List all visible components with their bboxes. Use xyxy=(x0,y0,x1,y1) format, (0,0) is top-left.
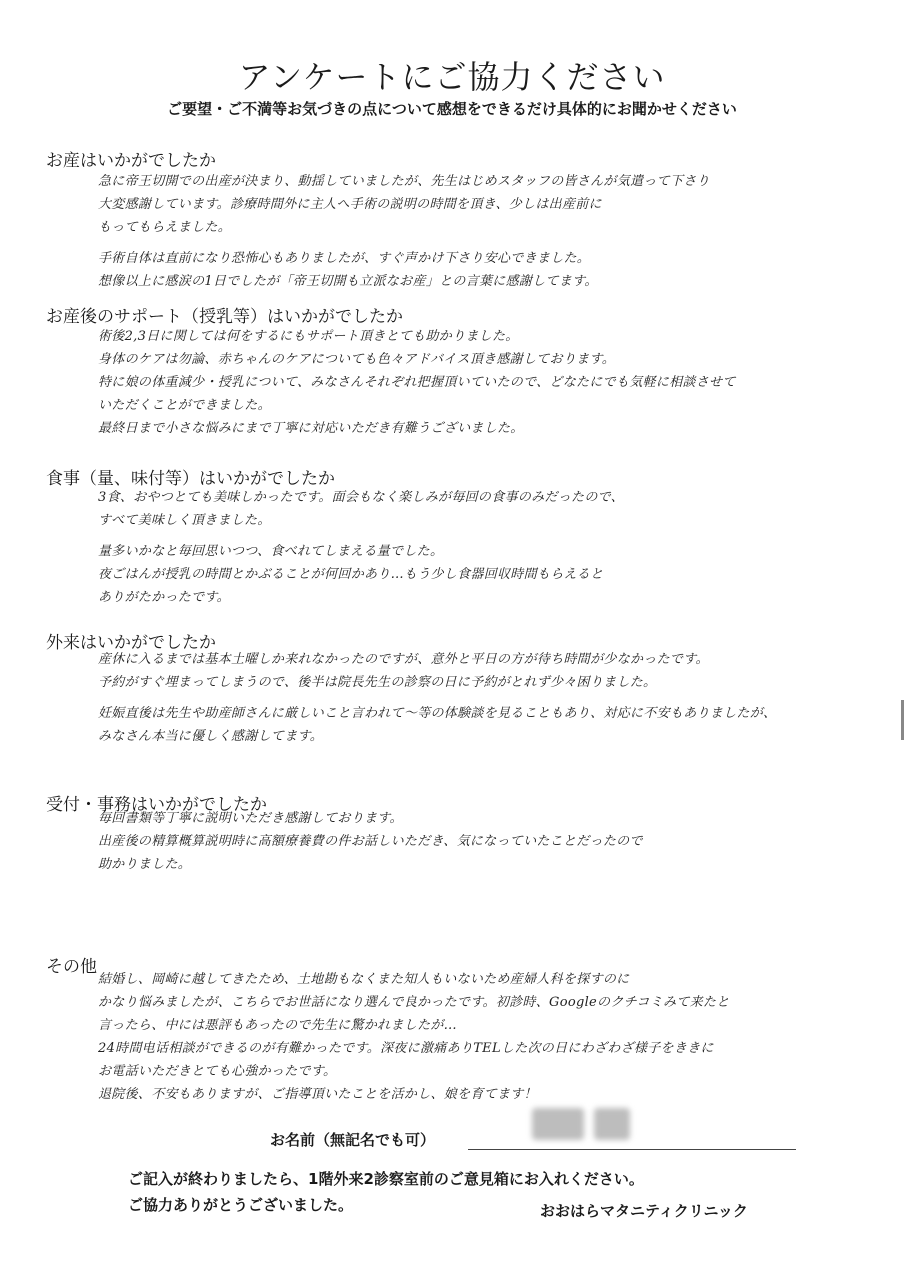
answer-line: 出産後の精算概算説明時に高額療養費の件お話しいただき、気になっていたことだったので xyxy=(98,834,643,849)
answer-line: ありがたかったです。 xyxy=(98,590,230,605)
submission-instruction: ご記入が終わりましたら、1階外来2診察室前のご意見箱にお入れください。 xyxy=(128,1170,644,1188)
redacted-name xyxy=(594,1108,630,1140)
answer-line: 予約がすぐ埋まってしまうので、後半は院長先生の診察の日に予約がとれず少々困りました。 xyxy=(98,675,657,690)
answer-line: 3食、おやつとても美味しかったです。面会もなく楽しみが毎回の食事のみだったので、 xyxy=(98,490,624,505)
answer-line: 妊娠直後は先生や助産師さんに厳しいこと言われて～等の体験談を見ることもあり、対応に不安もありましたが、 xyxy=(98,706,777,721)
answer-outpatient xyxy=(98,648,878,748)
answer-line: 結婚し、岡崎に越してきたため、土地勘もなくまた知人もいないため産婦人科を探すのに xyxy=(98,972,630,987)
page-subtitle: ご要望・ご不満等お気づきの点について感想をできるだけ具体的にお聞かせください xyxy=(167,100,737,118)
name-field-line xyxy=(468,1149,796,1150)
answer-line: 身体のケアは勿論、赤ちゃんのケアについても色々アドバイス頂き感謝しております。 xyxy=(98,352,616,367)
name-field-label: お名前（無記名でも可） xyxy=(270,1131,436,1149)
answer-line: すべて美味しく頂きました。 xyxy=(98,513,271,528)
answer-other xyxy=(98,968,878,1106)
answer-line: 量多いかなと毎回思いつつ、食べれてしまえる量でした。 xyxy=(98,544,444,559)
answer-line: 産休に入るまでは基本土曜しか来れなかったのですが、意外と平日の方が待ち時間が少なかったです。 xyxy=(98,652,709,667)
answer-postpartum-support xyxy=(98,325,878,440)
question-other: その他 xyxy=(46,957,97,977)
answer-line: 退院後、不安もありますが、ご指導頂いたことを活かし、娘を育てます！ xyxy=(98,1087,537,1102)
question-reception: 受付・事務はいかがでしたか xyxy=(46,795,267,815)
answer-line: 急に帝王切開での出産が決まり、動揺していましたが、先生はじめスタッフの皆さんが気遣って下さり xyxy=(98,174,710,189)
answer-line: お電話いただきとても心強かったです。 xyxy=(98,1064,337,1079)
answer-line: 言ったら、中には悪評もあったので先生に驚かれましたが… xyxy=(98,1018,457,1033)
answer-line: いただくことができました。 xyxy=(98,398,271,413)
question-meals: 食事（量、味付等）はいかがでしたか xyxy=(46,469,335,489)
answer-line: 特に娘の体重減少・授乳について、みなさんそれぞれ把握頂いていたので、どなたにでも気軽に相談させて xyxy=(98,375,736,390)
answer-line: 想像以上に感涙の1日でしたが「帝王切開も立派なお産」との言葉に感謝してます。 xyxy=(98,274,598,289)
answer-line: もってもらえました。 xyxy=(98,220,232,235)
answer-line: 最終日まで小さな悩みにまで丁寧に対応いただき有難うございました。 xyxy=(98,421,524,436)
question-birth: お産はいかがでしたか xyxy=(46,151,216,171)
answer-line: 手術自体は直前になり恐怖心もありましたが、すぐ声かけ下さり安心できました。 xyxy=(98,251,591,266)
answer-meals xyxy=(98,486,878,609)
answer-line: かなり悩みましたが、こちらでお世話になり選んで良かったです。初診時、Googleのクチコミみて来たと xyxy=(98,995,730,1010)
answer-line: 大変感謝しています。診療時間外に主人へ手術の説明の時間を頂き、少しは出産前に xyxy=(98,197,602,212)
answer-line: 毎回書類等丁寧に説明いただき感謝しております。 xyxy=(98,811,403,826)
answer-line: 術後2,3日に関しては何をするにもサポート頂きとても助かりました。 xyxy=(98,329,519,344)
question-postpartum-support: お産後のサポート（授乳等）はいかがでしたか xyxy=(46,307,403,327)
redacted-name xyxy=(532,1108,584,1140)
question-outpatient: 外来はいかがでしたか xyxy=(46,633,216,653)
clinic-name: おおはらマタニティクリニック xyxy=(540,1202,748,1220)
thank-you-note: ご協力ありがとうございました。 xyxy=(128,1196,354,1214)
answer-reception xyxy=(98,807,878,876)
page-title: アンケートにご協力ください xyxy=(238,58,666,96)
answer-line: 夜ごはんが授乳の時間とかぶることが何回かあり…もう少し食器回収時間もらえると xyxy=(98,567,604,582)
answer-line: 24時間电话相談ができるのが有難かったです。深夜に激痛ありTELした次の日にわざわざ様子をききに xyxy=(98,1041,714,1056)
answer-birth xyxy=(98,170,878,293)
answer-line: 助かりました。 xyxy=(98,857,192,872)
answer-line: みなさん本当に優しく感謝してます。 xyxy=(98,729,324,744)
